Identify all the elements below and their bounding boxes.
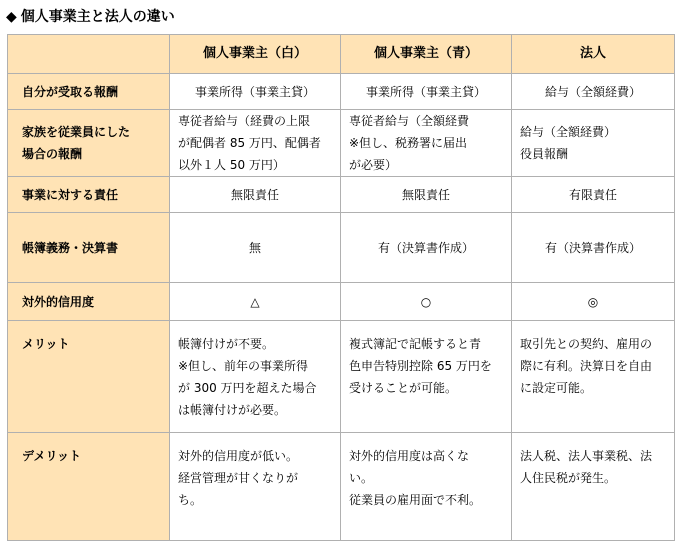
cell-line: 際に有利。決算日を自由 xyxy=(520,359,653,373)
row-label xyxy=(8,283,170,321)
cell-line: 給与（全額経費） xyxy=(544,84,641,99)
cell-line: 給与（全額経費） xyxy=(520,125,617,139)
cell-line: 専従者給与（全額経費 xyxy=(349,114,470,128)
cell-line: い。 xyxy=(349,471,374,485)
cell-line: ◎ xyxy=(587,294,599,309)
cell-line: 受けることが可能。 xyxy=(349,381,458,395)
table-cell xyxy=(512,321,675,433)
table-row xyxy=(8,110,675,177)
cell-line: 法人税、法人事業税、法 xyxy=(520,449,653,463)
table-cell xyxy=(512,213,675,283)
row-label xyxy=(8,110,170,177)
row-label-line: デメリット xyxy=(22,449,82,463)
cell-line: 取引先との契約、雇用の xyxy=(520,337,653,351)
table-cell xyxy=(512,177,675,213)
table-cell xyxy=(341,321,512,433)
cell-line: ○ xyxy=(420,294,432,309)
table-row xyxy=(8,433,675,541)
table-cell xyxy=(170,177,341,213)
table-cell xyxy=(512,433,675,541)
cell-line: 無限責任 xyxy=(401,187,450,202)
table-cell xyxy=(341,74,512,110)
cell-line: 以外１人 50 万円） xyxy=(178,158,285,172)
table-row xyxy=(8,177,675,213)
cell-line: 複式簿記で記帳すると青 xyxy=(349,337,482,351)
cell-line: が 300 万円を超えた場合 xyxy=(178,381,317,395)
cell-line: が必要） xyxy=(349,158,398,172)
cell-line: 専従者給与（経費の上限 xyxy=(178,114,311,128)
table-cell xyxy=(341,433,512,541)
cell-line: 事業所得（事業主貸） xyxy=(365,84,486,99)
cell-line: 有（決算書作成） xyxy=(377,240,474,255)
row-label-line: 事業に対する責任 xyxy=(22,187,119,202)
table-cell xyxy=(170,433,341,541)
cell-line: に設定可能。 xyxy=(520,381,593,395)
table-row xyxy=(8,213,675,283)
row-label-line: 自分が受取る報酬 xyxy=(22,84,119,99)
cell-line: 無 xyxy=(248,240,261,255)
table-header-row xyxy=(8,35,675,74)
row-label xyxy=(8,433,170,541)
row-label-line: 帳簿義務・決算書 xyxy=(22,240,119,255)
cell-line: ※但し、税務署に届出 xyxy=(349,136,468,150)
page-title-text: 個人事業主と法人の違い xyxy=(20,9,175,25)
cell-line: が配偶者 85 万円、配偶者 xyxy=(178,136,321,150)
header-empty xyxy=(8,35,170,74)
table-cell xyxy=(170,321,341,433)
cell-line: 対外的信用度は高くな xyxy=(349,449,470,463)
row-label xyxy=(8,177,170,213)
row-label xyxy=(8,321,170,433)
cell-line: △ xyxy=(250,294,260,309)
table-cell xyxy=(341,110,512,177)
cell-line: 人住民税が発生。 xyxy=(520,471,617,485)
table-cell xyxy=(341,177,512,213)
row-label-line: 場合の報酬 xyxy=(22,147,83,161)
header-sole-blue: 個人事業主（青） xyxy=(341,35,512,74)
row-label xyxy=(8,213,170,283)
row-label-line: メリット xyxy=(22,337,70,351)
cell-line: 有限責任 xyxy=(568,187,617,202)
header-sole-white: 個人事業主（白） xyxy=(170,35,341,74)
row-label-line: 家族を従業員にした xyxy=(22,125,131,139)
row-label-line: 対外的信用度 xyxy=(22,294,95,309)
header-corporation: 法人 xyxy=(512,35,675,74)
table-cell xyxy=(341,213,512,283)
diamond-bullet-icon: ◆ xyxy=(6,9,17,25)
cell-line: 無限責任 xyxy=(230,187,279,202)
cell-line: ち。 xyxy=(178,493,203,507)
cell-line: 有（決算書作成） xyxy=(544,240,641,255)
table-cell xyxy=(512,110,675,177)
cell-line: 事業所得（事業主貸） xyxy=(194,84,315,99)
table-row xyxy=(8,321,675,433)
table-cell xyxy=(512,283,675,321)
cell-line: ※但し、前年の事業所得 xyxy=(178,359,309,373)
cell-line: 経営管理が甘くなりが xyxy=(178,471,299,485)
table-cell xyxy=(512,74,675,110)
table-cell xyxy=(170,74,341,110)
table-cell xyxy=(341,283,512,321)
cell-line: は帳簿付けが必要。 xyxy=(178,403,287,417)
row-label xyxy=(8,74,170,110)
table-cell xyxy=(170,110,341,177)
cell-line: 帳簿付けが不要。 xyxy=(178,337,275,351)
cell-line: 色申告特別控除 65 万円を xyxy=(349,359,492,373)
table-row xyxy=(8,74,675,110)
cell-line: 対外的信用度が低い。 xyxy=(178,449,299,463)
cell-line: 役員報酬 xyxy=(520,147,569,161)
comparison-table xyxy=(7,34,675,541)
table-cell xyxy=(170,213,341,283)
page-title xyxy=(6,6,175,26)
cell-line: 従業員の雇用面で不利。 xyxy=(349,493,482,507)
table-row xyxy=(8,283,675,321)
table-cell xyxy=(170,283,341,321)
